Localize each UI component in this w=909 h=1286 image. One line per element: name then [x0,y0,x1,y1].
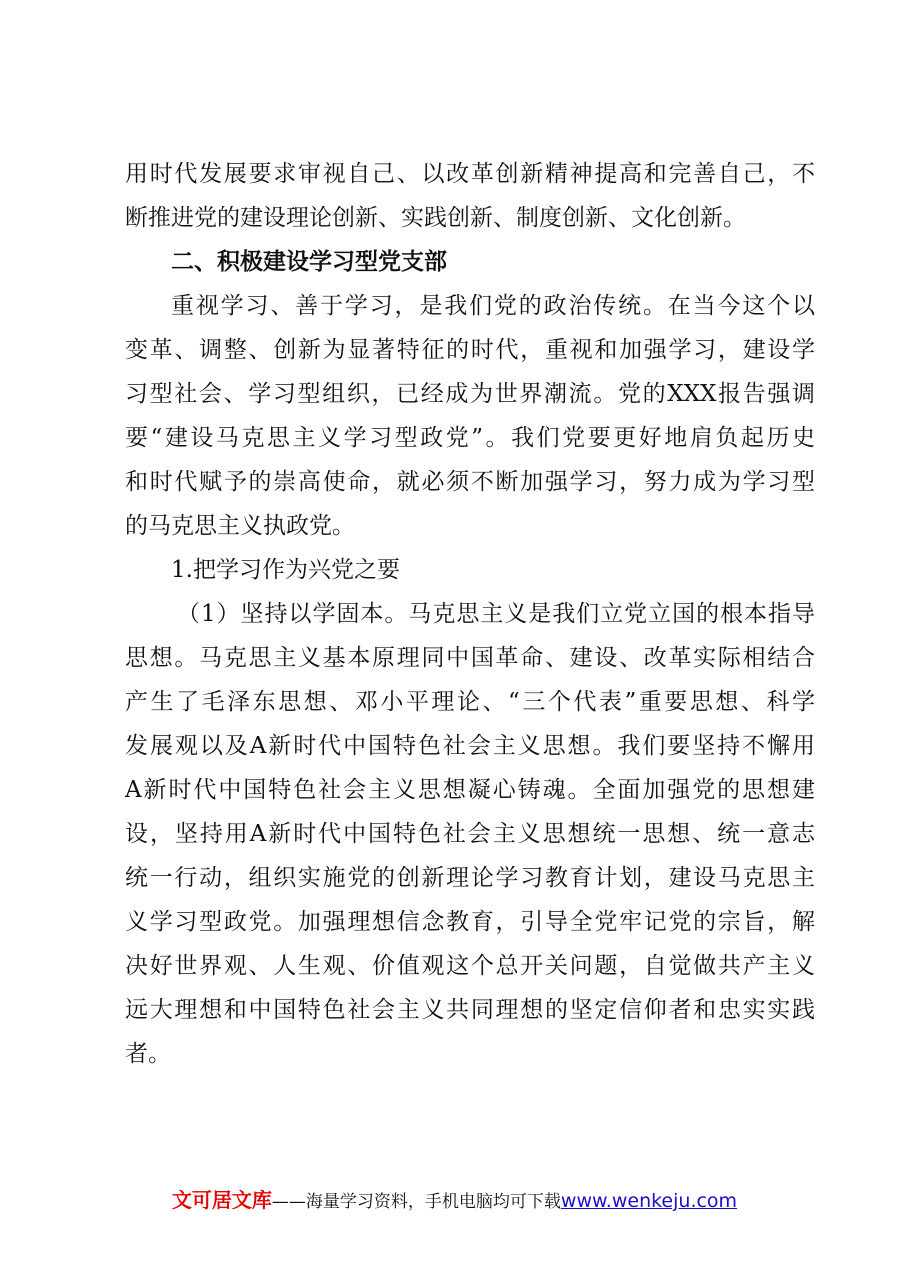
body-line: 设，坚持用A新时代中国特色社会主义思想统一思想、统一意志 [125,821,815,847]
body-line: （1）坚持以学固本。马克思主义是我们立党立国的根本指导 [177,601,815,627]
body-line: 重视学习、善于学习，是我们党的政治传统。在当今这个以 [171,293,815,319]
footer-website-link[interactable]: www.wenkeju.com [560,1190,738,1212]
document-body [125,152,815,1076]
body-line: 要“建设马克思主义学习型政党”。我们党要更好地肩负起历史 [125,425,815,451]
body-line: 发展观以及A新时代中国特色社会主义思想。我们要坚持不懈用 [125,733,815,759]
body-line: 远大理想和中国特色社会主义共同理想的坚定信仰者和忠实实践 [125,997,815,1023]
subsection-heading: 1.把学习作为兴党之要 [171,557,400,583]
body-line: 义学习型政党。加强理想信念教育，引导全党牢记党的宗旨，解 [125,909,815,935]
body-line: 统一行动，组织实施党的创新理论学习教育计划，建设马克思主 [125,865,815,891]
body-line: 产生了毛泽东思想、邓小平理论、“三个代表”重要思想、科学 [125,689,815,715]
body-line: 决好世界观、人生观、价值观这个总开关问题，自觉做共产主义 [125,953,815,979]
body-line: 者。 [125,1041,171,1067]
footer-tagline: ——海量学习资料，手机电脑均可下载 [271,1192,561,1212]
body-line: 思想。马克思主义基本原理同中国革命、建设、改革实际相结合 [125,645,815,671]
section-heading: 二、积极建设学习型党支部 [171,249,447,275]
body-line: 习型社会、学习型组织，已经成为世界潮流。党的XXX报告强调 [125,381,815,407]
body-line: 的马克思主义执政党。 [125,513,355,539]
body-line: 变革、调整、创新为显著特征的时代，重视和加强学习，建设学 [125,337,815,363]
body-line: 和时代赋予的崇高使命，就必须不断加强学习，努力成为学习型 [125,469,815,495]
body-line: A新时代中国特色社会主义思想凝心铸魂。全面加强党的思想建 [125,777,815,803]
body-line: 断推进党的建设理论创新、实践创新、制度创新、文化创新。 [125,205,746,231]
footer-brand: 文可居文库 [171,1188,272,1212]
body-line: 用时代发展要求审视自己、以改革创新精神提高和完善自己，不 [125,161,815,187]
footer-banner [0,1184,909,1213]
